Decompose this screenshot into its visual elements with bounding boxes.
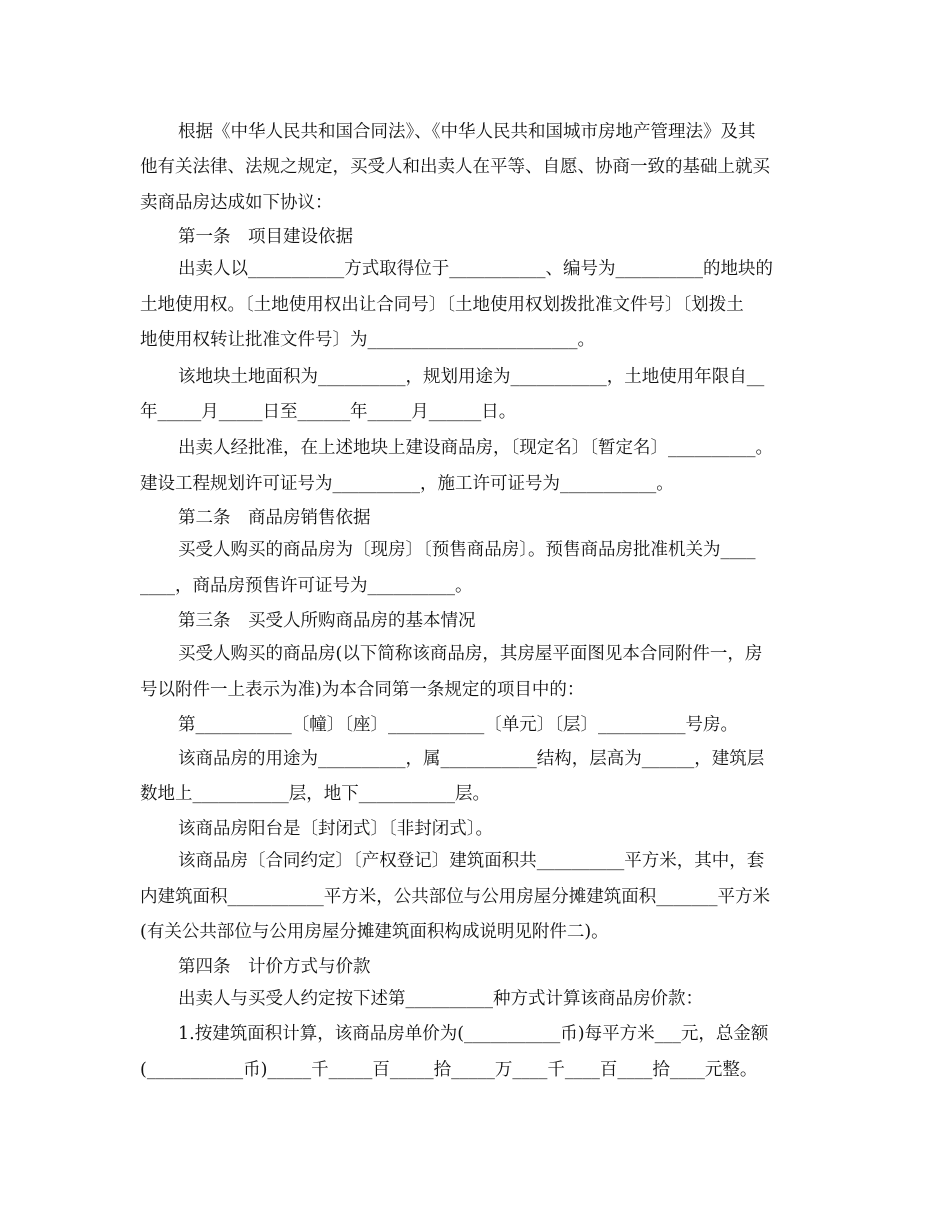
text-line: (有关公共部位与公用房屋分摊建筑面积构成说明见附件二)。 [140, 922, 609, 942]
text-line: 该地块土地面积为__________，规划用途为___________，土地使用年限自__ [178, 367, 765, 387]
section-heading: 第一条 项目建设依据 [178, 227, 353, 247]
text-line: 年_____月_____日至______年_____月______日。 [140, 402, 517, 422]
text-line: 第___________〔幢〕〔座〕___________〔单元〕〔层〕__________号房。 [178, 715, 738, 735]
text-line: 建设工程规划许可证号为__________，施工许可证号为___________。 [140, 474, 674, 494]
text-line: 根据《中华人民共和国合同法》、《中华人民共和国城市房地产管理法》及其 [178, 122, 756, 142]
text-line: 他有关法律、法规之规定，买受人和出卖人在平等、自愿、协商一致的基础上就买 [140, 157, 770, 177]
text-line: 该商品房〔合同约定〕〔产权登记〕建筑面积共__________平方米，其中，套 [178, 851, 765, 871]
section-heading: 第二条 商品房销售依据 [178, 508, 371, 528]
text-line: 内建筑面积___________平方米，公共部位与公用房屋分摊建筑面积_______平方米 [140, 887, 770, 907]
text-line: 数地上___________层，地下___________层。 [140, 784, 490, 804]
text-line: 出卖人与买受人约定按下述第__________种方式计算该商品房价款： [178, 989, 703, 1009]
section-heading: 第四条 计价方式与价款 [178, 957, 371, 977]
text-line: 号以附件一上表示为准)为本合同第一条规定的项目中的： [140, 680, 585, 700]
text-line: ____，商品房预售许可证号为__________。 [140, 576, 473, 596]
text-line: 买受人购买的商品房为〔现房〕〔预售商品房〕。预售商品房批准机关为____ [178, 540, 756, 560]
text-line: 1.按建筑面积计算，该商品房单价为(___________币)每平方米___元，总金额 [178, 1024, 769, 1044]
section-heading: 第三条 买受人所购商品房的基本情况 [178, 611, 476, 631]
text-line: (___________币)_____千_____百_____拾_____万____千____百____拾____元整。 [140, 1060, 758, 1080]
text-line: 地使用权转让批准文件号〕为________________________。 [140, 330, 595, 350]
text-line: 土地使用权。〔土地使用权出让合同号〕〔土地使用权划拨批准文件号〕〔划拨土 [140, 295, 744, 315]
text-line: 出卖人经批准，在上述地块上建设商品房，〔现定名〕〔暂定名〕__________。 [178, 438, 773, 458]
text-line: 该商品房的用途为__________，属___________结构，层高为______，建筑层 [178, 749, 765, 769]
text-line: 买受人购买的商品房(以下简称该商品房，其房屋平面图见本合同附件一，房 [178, 644, 763, 664]
text-line: 卖商品房达成如下协议： [140, 193, 333, 213]
text-line: 该商品房阳台是〔封闭式〕〔非封闭式〕。 [178, 819, 493, 839]
text-line: 出卖人以___________方式取得位于___________、编号为__________的地块的 [178, 259, 773, 279]
